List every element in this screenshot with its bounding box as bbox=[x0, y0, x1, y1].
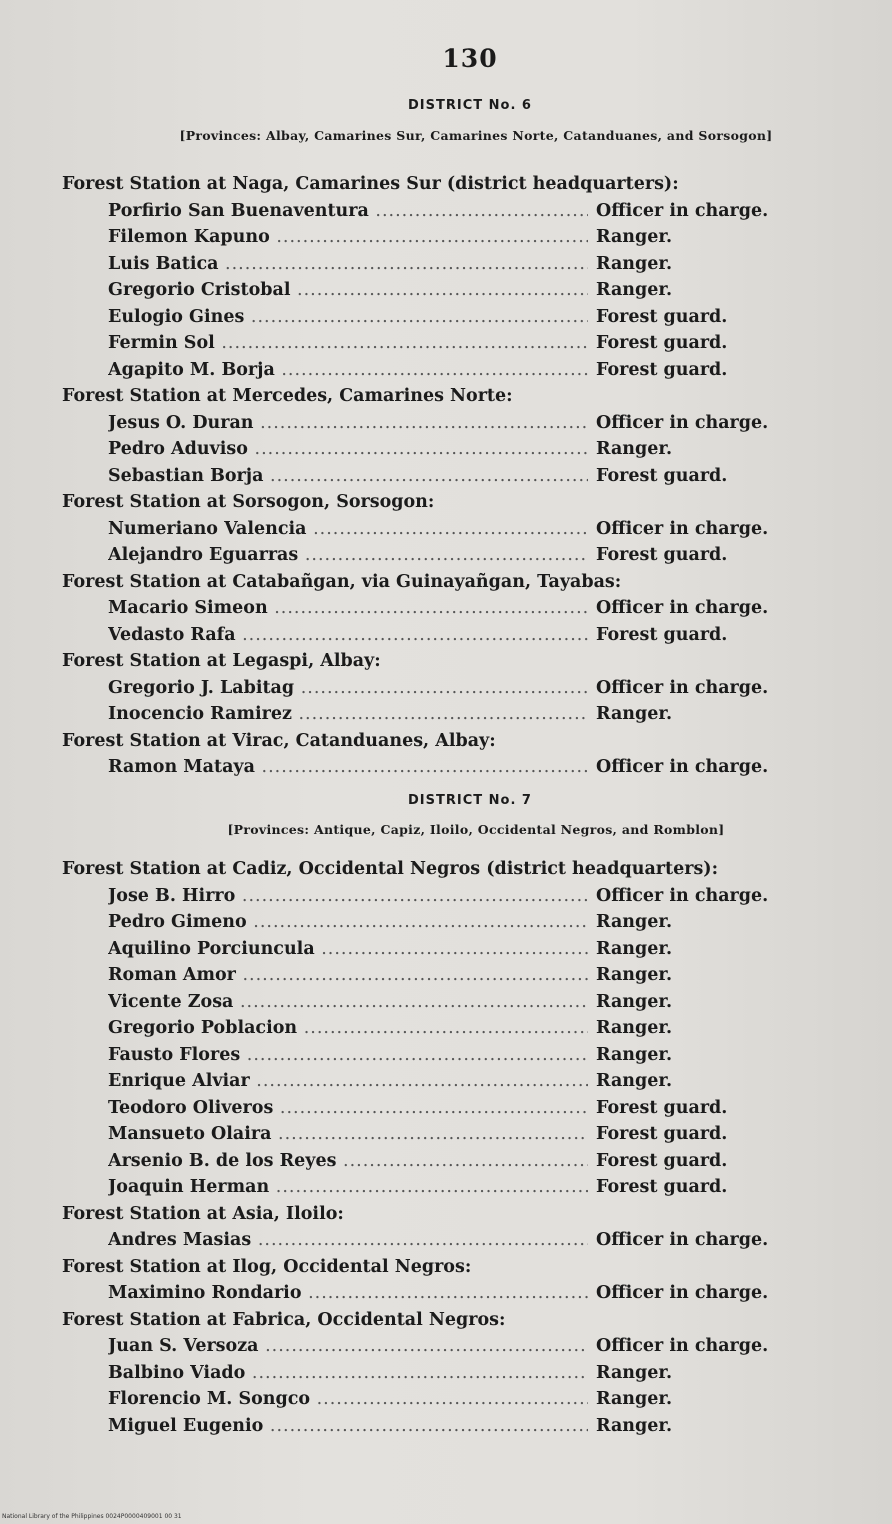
staff-name: Mansueto Olaira ..... bbox=[108, 1121, 588, 1148]
station-heading: Forest Station at Sorsogon, Sorsogon: bbox=[62, 492, 435, 512]
staff-row bbox=[0, 436, 892, 463]
staff-role: Officer in charge. bbox=[596, 1336, 769, 1356]
staff-name: Sebastian Borja ..... bbox=[108, 463, 588, 490]
staff-name: Roman Amor ..... bbox=[108, 962, 588, 989]
staff-row bbox=[0, 1333, 892, 1360]
staff-name: Gregorio J. Labitag ..... bbox=[108, 675, 588, 702]
staff-row bbox=[0, 1360, 892, 1387]
staff-name: Balbino Viado ..... bbox=[108, 1360, 588, 1387]
staff-role: Forest guard. bbox=[596, 306, 728, 327]
station-heading: Forest Station at Naga, Camarines Sur (district headquarters): bbox=[62, 174, 679, 194]
staff-row bbox=[0, 936, 892, 963]
staff-row bbox=[0, 1413, 892, 1440]
staff-name: Pedro Gimeno ..... bbox=[108, 909, 588, 936]
station-heading: Forest Station at Virac, Catanduanes, Albay: bbox=[62, 730, 496, 751]
station-heading: Forest Station at Ilog, Occidental Negros: bbox=[62, 1256, 472, 1277]
staff-name: Juan S. Versoza ..... bbox=[108, 1333, 588, 1360]
staff-name: Macario Simeon ..... bbox=[108, 595, 588, 622]
staff-row bbox=[0, 622, 892, 649]
staff-role: Ranger. bbox=[596, 227, 673, 247]
staff-role: Ranger. bbox=[596, 704, 673, 724]
staff-row bbox=[0, 962, 892, 989]
staff-row bbox=[0, 1095, 892, 1122]
staff-row bbox=[0, 277, 892, 304]
staff-role: Ranger. bbox=[596, 912, 673, 932]
staff-row bbox=[0, 1042, 892, 1069]
staff-role: Forest guard. bbox=[596, 1097, 728, 1118]
staff-role: Forest guard. bbox=[596, 1177, 728, 1197]
staff-role: Ranger. bbox=[596, 1415, 673, 1436]
station-heading: Forest Station at Catabañgan, via Guinayañgan, Tayabas: bbox=[62, 571, 622, 592]
staff-role: Officer in charge. bbox=[596, 598, 769, 618]
staff-role: Forest guard. bbox=[596, 465, 728, 486]
staff-role: Forest guard. bbox=[596, 545, 728, 565]
staff-row bbox=[0, 909, 892, 936]
station-heading: Forest Station at Legaspi, Albay: bbox=[62, 651, 381, 671]
staff-role: Officer in charge. bbox=[596, 677, 769, 698]
staff-name: Joaquin Herman ..... bbox=[108, 1174, 588, 1201]
staff-name: Vicente Zosa ..... bbox=[108, 989, 588, 1016]
staff-name: Vedasto Rafa ..... bbox=[108, 622, 588, 649]
staff-row bbox=[0, 251, 892, 278]
staff-name: Gregorio Cristobal ..... bbox=[108, 277, 588, 304]
staff-name: Maximino Rondario ..... bbox=[108, 1280, 588, 1307]
staff-name: Ramon Mataya ..... bbox=[108, 754, 588, 781]
staff-role: Ranger. bbox=[596, 938, 673, 959]
staff-row bbox=[0, 1227, 892, 1254]
staff-name: Andres Masias ..... bbox=[108, 1227, 588, 1254]
staff-row bbox=[0, 410, 892, 437]
staff-row bbox=[0, 516, 892, 543]
district-6-heading: DISTRICT No. 6 bbox=[408, 98, 532, 113]
staff-role: Forest guard. bbox=[596, 1124, 728, 1144]
staff-name: Filemon Kapuno ..... bbox=[108, 224, 588, 251]
staff-row bbox=[0, 595, 892, 622]
station-heading: Forest Station at Cadiz, Occidental Negros (district headquarters): bbox=[62, 859, 719, 879]
staff-role: Ranger. bbox=[596, 280, 673, 300]
staff-name: Inocencio Ramirez ..... bbox=[108, 701, 588, 728]
district-7-provinces: [Provinces: Antique, Capiz, Iloilo, Occidental Negros, and Romblon] bbox=[227, 822, 725, 837]
staff-name: Fermin Sol ..... bbox=[108, 330, 588, 357]
staff-row bbox=[0, 357, 892, 384]
staff-row bbox=[0, 1148, 892, 1175]
staff-name: Florencio M. Songco ..... bbox=[108, 1386, 588, 1413]
staff-role: Officer in charge. bbox=[596, 885, 769, 906]
staff-name: Luis Batica ..... bbox=[108, 251, 588, 278]
staff-row bbox=[0, 224, 892, 251]
station-heading: Forest Station at Asia, Iloilo: bbox=[62, 1203, 344, 1224]
staff-row bbox=[0, 463, 892, 490]
staff-row bbox=[0, 1280, 892, 1307]
staff-name: Porfirio San Buenaventura ..... bbox=[108, 198, 588, 225]
staff-role: Ranger. bbox=[596, 253, 673, 274]
district-7-stations bbox=[0, 856, 892, 1439]
staff-row bbox=[0, 989, 892, 1016]
staff-row bbox=[0, 754, 892, 781]
staff-row bbox=[0, 883, 892, 910]
staff-role: Ranger. bbox=[596, 991, 673, 1012]
staff-role: Forest guard. bbox=[596, 1150, 728, 1171]
staff-row bbox=[0, 1068, 892, 1095]
staff-name: Enrique Alviar ..... bbox=[108, 1068, 588, 1095]
staff-role: Ranger. bbox=[596, 1389, 673, 1409]
staff-row bbox=[0, 1386, 892, 1413]
staff-role: Forest guard. bbox=[596, 359, 728, 380]
station-heading: Forest Station at Mercedes, Camarines Norte: bbox=[62, 386, 513, 406]
staff-role: Forest guard. bbox=[596, 624, 728, 645]
staff-row bbox=[0, 542, 892, 569]
staff-role: Officer in charge. bbox=[596, 1230, 769, 1250]
staff-row bbox=[0, 304, 892, 331]
staff-role: Officer in charge. bbox=[596, 757, 769, 777]
staff-row bbox=[0, 1015, 892, 1042]
staff-role: Ranger. bbox=[596, 965, 673, 985]
staff-name: Numeriano Valencia ..... bbox=[108, 516, 588, 543]
staff-role: Officer in charge. bbox=[596, 200, 769, 221]
staff-row bbox=[0, 675, 892, 702]
staff-row bbox=[0, 198, 892, 225]
staff-role: Officer in charge. bbox=[596, 518, 769, 539]
district-6-stations bbox=[0, 171, 892, 781]
page-number: 130 bbox=[442, 44, 498, 73]
staff-row bbox=[0, 330, 892, 357]
library-footer: National Library of the Philippines 0024P0000409001 00 31 bbox=[2, 1513, 182, 1520]
staff-role: Ranger. bbox=[596, 439, 673, 459]
staff-name: Alejandro Eguarras ..... bbox=[108, 542, 588, 569]
staff-name: Arsenio B. de los Reyes ..... bbox=[108, 1148, 588, 1175]
staff-name: Aquilino Porciuncula ..... bbox=[108, 936, 588, 963]
staff-name: Jose B. Hirro ..... bbox=[108, 883, 588, 910]
district-7-heading: DISTRICT No. 7 bbox=[408, 793, 532, 808]
staff-role: Ranger. bbox=[596, 1071, 673, 1091]
staff-role: Forest guard. bbox=[596, 333, 728, 353]
staff-name: Agapito M. Borja ..... bbox=[108, 357, 588, 384]
staff-role: Ranger. bbox=[596, 1362, 673, 1383]
staff-role: Ranger. bbox=[596, 1044, 673, 1065]
staff-row bbox=[0, 1174, 892, 1201]
staff-role: Officer in charge. bbox=[596, 412, 769, 433]
staff-name: Fausto Flores ..... bbox=[108, 1042, 588, 1069]
staff-name: Eulogio Gines ..... bbox=[108, 304, 588, 331]
staff-name: Miguel Eugenio ..... bbox=[108, 1413, 588, 1440]
staff-name: Teodoro Oliveros ..... bbox=[108, 1095, 588, 1122]
district-6-provinces: [Provinces: Albay, Camarines Sur, Camarines Norte, Catanduanes, and Sorsogon] bbox=[179, 128, 773, 143]
staff-name: Pedro Aduviso ..... bbox=[108, 436, 588, 463]
staff-row bbox=[0, 701, 892, 728]
staff-role: Ranger. bbox=[596, 1018, 673, 1038]
station-heading: Forest Station at Fabrica, Occidental Negros: bbox=[62, 1309, 506, 1330]
staff-row bbox=[0, 1121, 892, 1148]
staff-name: Jesus O. Duran ..... bbox=[108, 410, 588, 437]
staff-name: Gregorio Poblacion ..... bbox=[108, 1015, 588, 1042]
staff-role: Officer in charge. bbox=[596, 1283, 769, 1303]
